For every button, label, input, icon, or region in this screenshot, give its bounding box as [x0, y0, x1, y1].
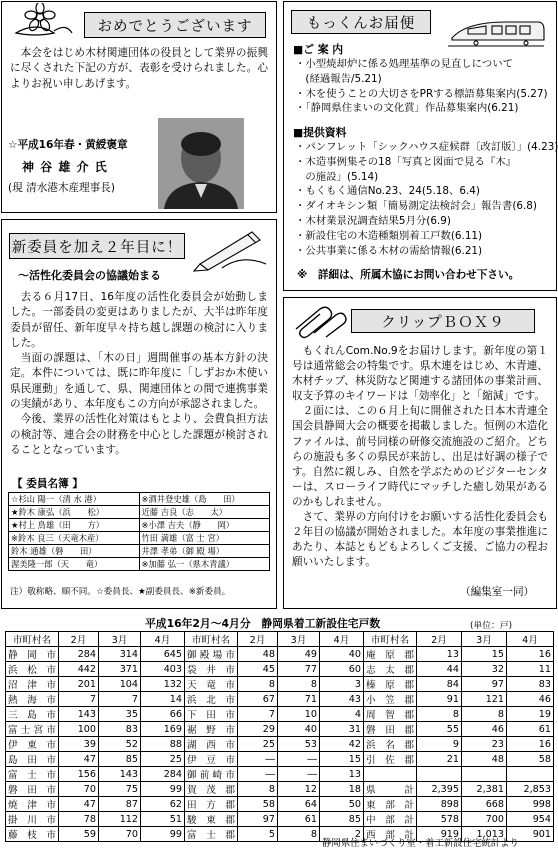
count-cell: 7 — [99, 692, 141, 707]
count-cell: 14 — [141, 692, 185, 707]
count-cell: 55 — [417, 722, 462, 737]
count-cell: 58 — [238, 797, 278, 812]
municipality-cell: 富 士 市 — [6, 767, 59, 782]
count-cell: 284 — [141, 767, 185, 782]
member-cell: 井澤 孝弟（御 殿 場） — [139, 545, 270, 558]
members-row — [9, 532, 270, 545]
members-heading: 【 委員名簿 】 — [12, 478, 83, 490]
count-cell: 143 — [99, 767, 141, 782]
committee-title: 新委員を加え２年目に！ — [9, 233, 185, 259]
count-cell: 48 — [238, 647, 278, 662]
municipality-cell: 小 笠 郡 — [364, 692, 417, 707]
count-cell: 19 — [507, 707, 554, 722]
member-cell: ※小澤 吉夫（静 岡） — [139, 519, 270, 532]
members-table — [8, 492, 270, 571]
count-cell — [507, 767, 554, 782]
count-cell: 8 — [417, 707, 462, 722]
count-cell: 2,381 — [462, 782, 507, 797]
count-cell: 143 — [59, 707, 99, 722]
stats-table — [5, 631, 554, 842]
news-section1-list — [295, 57, 548, 116]
municipality-cell: 賀 茂 郡 — [185, 782, 238, 797]
news-item: ・木材業景況調査結果5月分(6.9) — [295, 214, 451, 227]
municipality-cell: 熱 海 市 — [6, 692, 59, 707]
member-cell: ※鈴木 良三（天竜木産） — [9, 532, 140, 545]
municipality-cell — [364, 767, 417, 782]
count-cell: 100 — [59, 722, 99, 737]
count-cell: 35 — [99, 707, 141, 722]
count-cell: 403 — [141, 662, 185, 677]
count-cell: 15 — [320, 752, 364, 767]
count-cell: 44 — [417, 662, 462, 677]
clip-paragraph: ２面には、この６月上旬に開催された日本木青連全国会員静岡大会の概要を掲載しました。恒例の木造化ファイルは、前号同様の研修交流施設のご紹介。どちらの施設も多くの県民が来訪し、出足は好調の様子です。自然に親しみ、自然を学ぶためのビジターセンターは、スローライフ時代にマッチした癒し効果があるのかもしれません。 — [292, 405, 548, 508]
count-cell: 371 — [99, 662, 141, 677]
count-cell: 8 — [278, 827, 320, 842]
count-cell: 3 — [320, 677, 364, 692]
municipality-cell: 県 計 — [364, 782, 417, 797]
count-cell: 31 — [320, 722, 364, 737]
municipality-cell: 磐 田 市 — [6, 782, 59, 797]
count-cell: 2,395 — [417, 782, 462, 797]
count-cell — [462, 767, 507, 782]
paperclip-icon — [290, 303, 348, 339]
members-row — [9, 545, 270, 558]
count-cell: 15 — [462, 647, 507, 662]
count-cell: 61 — [278, 812, 320, 827]
member-cell: 近藤 吉良（志 太） — [139, 506, 270, 519]
count-cell: 442 — [59, 662, 99, 677]
count-cell: 59 — [59, 827, 99, 842]
count-cell: 40 — [278, 722, 320, 737]
count-cell: 112 — [99, 812, 141, 827]
municipality-cell: 富士宮市 — [6, 722, 59, 737]
news-section2-list — [295, 140, 558, 258]
stats-row — [6, 812, 554, 827]
count-cell: 43 — [320, 692, 364, 707]
count-cell: 21 — [417, 752, 462, 767]
count-cell: 2 — [320, 827, 364, 842]
municipality-cell: 御前崎市 — [185, 767, 238, 782]
member-cell: ★鈴木 康弘（浜 松） — [9, 506, 140, 519]
municipality-cell: 富 士 郡 — [185, 827, 238, 842]
municipality-cell: 三 島 市 — [6, 707, 59, 722]
count-cell: 66 — [141, 707, 185, 722]
count-cell: 13 — [320, 767, 364, 782]
members-row — [9, 506, 270, 519]
municipality-cell: 御殿場市 — [185, 647, 238, 662]
count-cell: 314 — [99, 647, 141, 662]
committee-body — [10, 290, 268, 458]
municipality-cell: 島 田 市 — [6, 752, 59, 767]
count-cell: 1,013 — [462, 827, 507, 842]
stats-row — [6, 647, 554, 662]
news-item: ・木を使うことの大切さをPRする標語募集案内(5.27) — [295, 87, 548, 100]
congrats-body: 本会をはじめ木材関連団体の役員として業界の振興に尽くされた下記の方が、表彰を受けられました。心よりお祝い申しあげます。 — [10, 47, 268, 90]
municipality-cell: 周 智 郡 — [364, 707, 417, 722]
clip-signature: （編集室一同） — [460, 586, 535, 598]
member-cell: ☆杉山 陽一（清 水 港） — [9, 493, 140, 506]
count-cell: 954 — [507, 812, 554, 827]
member-cell: 渥美隆一郎（天 竜） — [9, 558, 140, 571]
count-cell: 70 — [59, 782, 99, 797]
municipality-cell: 田 方 郡 — [185, 797, 238, 812]
count-cell: 284 — [59, 647, 99, 662]
count-cell: 88 — [141, 737, 185, 752]
municipality-cell: 裾 野 市 — [185, 722, 238, 737]
stats-unit: (単位：戸) — [470, 621, 513, 631]
count-cell: 46 — [507, 692, 554, 707]
clip-body — [292, 344, 548, 570]
count-cell — [417, 767, 462, 782]
news-item: ・新設住宅の木造種類別着工戸数(6.11) — [295, 229, 483, 242]
count-cell: 58 — [507, 752, 554, 767]
members-note: 注）敬称略、順不同。☆委員長、★副委員長、※新委員。 — [10, 587, 231, 597]
count-cell: 10 — [278, 707, 320, 722]
municipality-cell: 西 部 計 — [364, 827, 417, 842]
news-item: ・小型焼却炉に係る処理基準の見直しについて — [295, 58, 513, 70]
count-cell: 40 — [320, 647, 364, 662]
count-cell: 998 — [507, 797, 554, 812]
member-cell: ★村上 鳥雄（田 方） — [9, 519, 140, 532]
flower-icon — [6, 3, 76, 39]
count-cell: 85 — [320, 812, 364, 827]
committee-paragraph: 去る６月17日、16年度の活性化委員会が始動しました。一部委員の変更はありましたが、大半は昨年度委員が留任、新年度早々持ち越し課題の検討に入りました。 — [10, 291, 268, 349]
count-cell: 62 — [141, 797, 185, 812]
stats-row — [6, 707, 554, 722]
count-cell: ― — [278, 752, 320, 767]
train-icon — [446, 16, 546, 50]
count-cell: 42 — [320, 737, 364, 752]
member-cell: 鈴木 通雄（磐 田） — [9, 545, 140, 558]
count-cell: 919 — [417, 827, 462, 842]
count-cell: 60 — [320, 662, 364, 677]
count-cell: 29 — [238, 722, 278, 737]
portrait-photo — [158, 118, 244, 209]
stats-row — [6, 767, 554, 782]
municipality-cell: 伊 東 市 — [6, 737, 59, 752]
count-cell: 700 — [462, 812, 507, 827]
municipality-cell: 袋 井 市 — [185, 662, 238, 677]
count-cell: 901 — [507, 827, 554, 842]
stats-source: 静岡県住まいづくり室・着工新設住宅統計より — [322, 838, 519, 849]
news-item: ・もくもく通信No.23、24(5.18、6.4) — [295, 185, 480, 198]
committee-subtitle: ～活性化委員会の協議始まる — [18, 269, 161, 282]
municipality-cell: 志 太 郡 — [364, 662, 417, 677]
news-section1-heading: ■ご 案 内 — [293, 43, 344, 56]
count-cell: 2,853 — [507, 782, 554, 797]
count-cell: 156 — [59, 767, 99, 782]
count-cell: 87 — [99, 797, 141, 812]
count-cell: 8 — [278, 677, 320, 692]
count-cell: 75 — [99, 782, 141, 797]
award-name: ☆平成16年春・黄綬褒章 — [8, 139, 128, 151]
member-cell: ※酒井登史雄（島 田） — [139, 493, 270, 506]
municipality-cell: 伊 豆 市 — [185, 752, 238, 767]
count-cell: 16 — [507, 647, 554, 662]
count-cell: 83 — [99, 722, 141, 737]
count-cell: 84 — [417, 677, 462, 692]
congrats-title: おめでとうございます — [84, 12, 266, 38]
news-item: ・公共事業に係る木材の需給情報(6.21) — [295, 244, 483, 257]
stats-title: 平成16年2月～4月分 静岡県着工新設住宅戸数 — [145, 617, 381, 630]
count-cell: 7 — [238, 707, 278, 722]
count-cell: 70 — [99, 827, 141, 842]
pencil-icon — [192, 224, 270, 272]
municipality-cell: 引 佐 郡 — [364, 752, 417, 767]
municipality-cell: 榛 原 郡 — [364, 677, 417, 692]
count-cell: 46 — [462, 722, 507, 737]
municipality-cell: 沼 津 市 — [6, 677, 59, 692]
news-item: ・ダイオキシン類「簡易測定法検討会」報告書(6.8) — [295, 200, 537, 213]
stats-row — [6, 677, 554, 692]
municipality-cell: 浜 松 市 — [6, 662, 59, 677]
count-cell: 61 — [507, 722, 554, 737]
municipality-cell: 湖 西 市 — [185, 737, 238, 752]
count-cell: 8 — [462, 707, 507, 722]
stats-row — [6, 722, 554, 737]
count-cell: 645 — [141, 647, 185, 662]
stats-row — [6, 737, 554, 752]
count-cell: 8 — [238, 677, 278, 692]
count-cell: 668 — [462, 797, 507, 812]
count-cell: 97 — [238, 812, 278, 827]
person-name: 神 谷 雄 介 氏 — [22, 160, 108, 174]
count-cell: 13 — [417, 647, 462, 662]
count-cell: 121 — [462, 692, 507, 707]
count-cell: 5 — [238, 827, 278, 842]
members-row — [9, 493, 270, 506]
municipality-cell: 静 岡 市 — [6, 647, 59, 662]
count-cell: 45 — [238, 662, 278, 677]
count-cell: ― — [238, 767, 278, 782]
municipality-cell: 焼 津 市 — [6, 797, 59, 812]
members-row — [9, 558, 270, 571]
count-cell: 67 — [238, 692, 278, 707]
stats-row — [6, 692, 554, 707]
stats-row — [6, 752, 554, 767]
count-cell: 47 — [59, 797, 99, 812]
news-item: ・「静岡県住まいの文化賞」作品募集案内(6.21) — [295, 102, 519, 115]
news-title: もっくんお届便 — [291, 10, 431, 34]
clip-title: クリップＢＯＸ９ — [351, 309, 535, 333]
municipality-cell: 掛 川 市 — [6, 812, 59, 827]
count-cell: 8 — [238, 782, 278, 797]
municipality-cell: 中 部 計 — [364, 812, 417, 827]
count-cell: 97 — [462, 677, 507, 692]
count-cell: 16 — [507, 737, 554, 752]
count-cell: 71 — [278, 692, 320, 707]
stats-row — [6, 662, 554, 677]
count-cell: 49 — [278, 647, 320, 662]
count-cell: 12 — [278, 782, 320, 797]
municipality-cell: 庵 原 郡 — [364, 647, 417, 662]
member-cell: 竹田 満雄（富 士 宮） — [139, 532, 270, 545]
news-item: (経過報告/5.21) — [295, 72, 382, 85]
municipality-cell: 磐 田 郡 — [364, 722, 417, 737]
count-cell: 85 — [99, 752, 141, 767]
count-cell: 91 — [417, 692, 462, 707]
committee-paragraph: 当面の課題は、「木の日」週間催事の基本方針の決定。本件については、既に昨年度に「しずおか木使い県民運動」を通して、県、関連団体との間で連携事業の実績があり、本年度もこの方向が承認されました。 — [10, 352, 268, 411]
count-cell: 169 — [141, 722, 185, 737]
count-cell: 99 — [141, 827, 185, 842]
count-cell: 53 — [278, 737, 320, 752]
municipality-cell: 天 竜 市 — [185, 677, 238, 692]
count-cell: 25 — [238, 737, 278, 752]
count-cell: 83 — [507, 677, 554, 692]
committee-paragraph: 今後、業界の活性化対策はもとより、会費負担方法の検討等、連合会の財務を中心とした課題が検討されることとなっています。 — [10, 413, 268, 456]
count-cell: ― — [238, 752, 278, 767]
stats-row — [6, 782, 554, 797]
members-row — [9, 519, 270, 532]
count-cell: 104 — [99, 677, 141, 692]
count-cell: 64 — [278, 797, 320, 812]
municipality-cell: 駿 東 郡 — [185, 812, 238, 827]
count-cell: 50 — [320, 797, 364, 812]
count-cell: 9 — [417, 737, 462, 752]
count-cell: 132 — [141, 677, 185, 692]
count-cell: 23 — [462, 737, 507, 752]
municipality-cell: 浜 名 郡 — [364, 737, 417, 752]
count-cell: 78 — [59, 812, 99, 827]
person-role: (現 清水港木産理事長) — [8, 182, 115, 194]
municipality-cell: 浜 北 市 — [185, 692, 238, 707]
stats-row — [6, 797, 554, 812]
news-item: ・木造事例集その18「写真と図面で見る『木』 — [295, 155, 517, 168]
news-item: の施設」(5.14) — [295, 170, 379, 183]
count-cell: 48 — [462, 752, 507, 767]
count-cell: 578 — [417, 812, 462, 827]
count-cell: 7 — [59, 692, 99, 707]
count-cell: 77 — [278, 662, 320, 677]
count-cell: 18 — [320, 782, 364, 797]
municipality-cell: 藤 枝 市 — [6, 827, 59, 842]
count-cell: 201 — [59, 677, 99, 692]
count-cell: 52 — [99, 737, 141, 752]
count-cell: 47 — [59, 752, 99, 767]
count-cell: 39 — [59, 737, 99, 752]
news-section2-heading: ■提供資料 — [293, 126, 347, 139]
municipality-cell: 東 部 計 — [364, 797, 417, 812]
news-footer: ※ 詳細は、所属木協にお問い合わせ下さい。 — [297, 269, 520, 281]
municipality-cell: 下 田 市 — [185, 707, 238, 722]
count-cell: 32 — [462, 662, 507, 677]
count-cell: 99 — [141, 782, 185, 797]
stats-header-row: 市町村名 2月 3月 4月 市町村名 2月 3月 4月 市町村名 2月 3月 4月 — [6, 632, 554, 647]
count-cell: ― — [278, 767, 320, 782]
news-item: ・パンフレット「シックハウス症候群〔改訂版〕」(4.23) — [295, 141, 558, 153]
count-cell: 25 — [141, 752, 185, 767]
count-cell: 4 — [320, 707, 364, 722]
count-cell: 11 — [507, 662, 554, 677]
clip-paragraph: もくれんCom.No.9をお届けします。新年度の第１号は通常総会の特集です。県木連をはじめ、木青連、木材チップ、林災防など関連する諸団体の事業計画、収支予算のキイワードは「効率化」と「縮減」です。 — [292, 345, 548, 403]
count-cell: 898 — [417, 797, 462, 812]
member-cell: ※加藤 弘一（県木青議） — [139, 558, 270, 571]
count-cell: 51 — [141, 812, 185, 827]
clip-paragraph: さて、業界の方向付けをお願いする活性化委員会も２年目の協議が開始されました。本年度の事業推進にあたり、本誌ともどもよろしくご支援、ご協力の程お願いいたします。 — [292, 511, 548, 569]
